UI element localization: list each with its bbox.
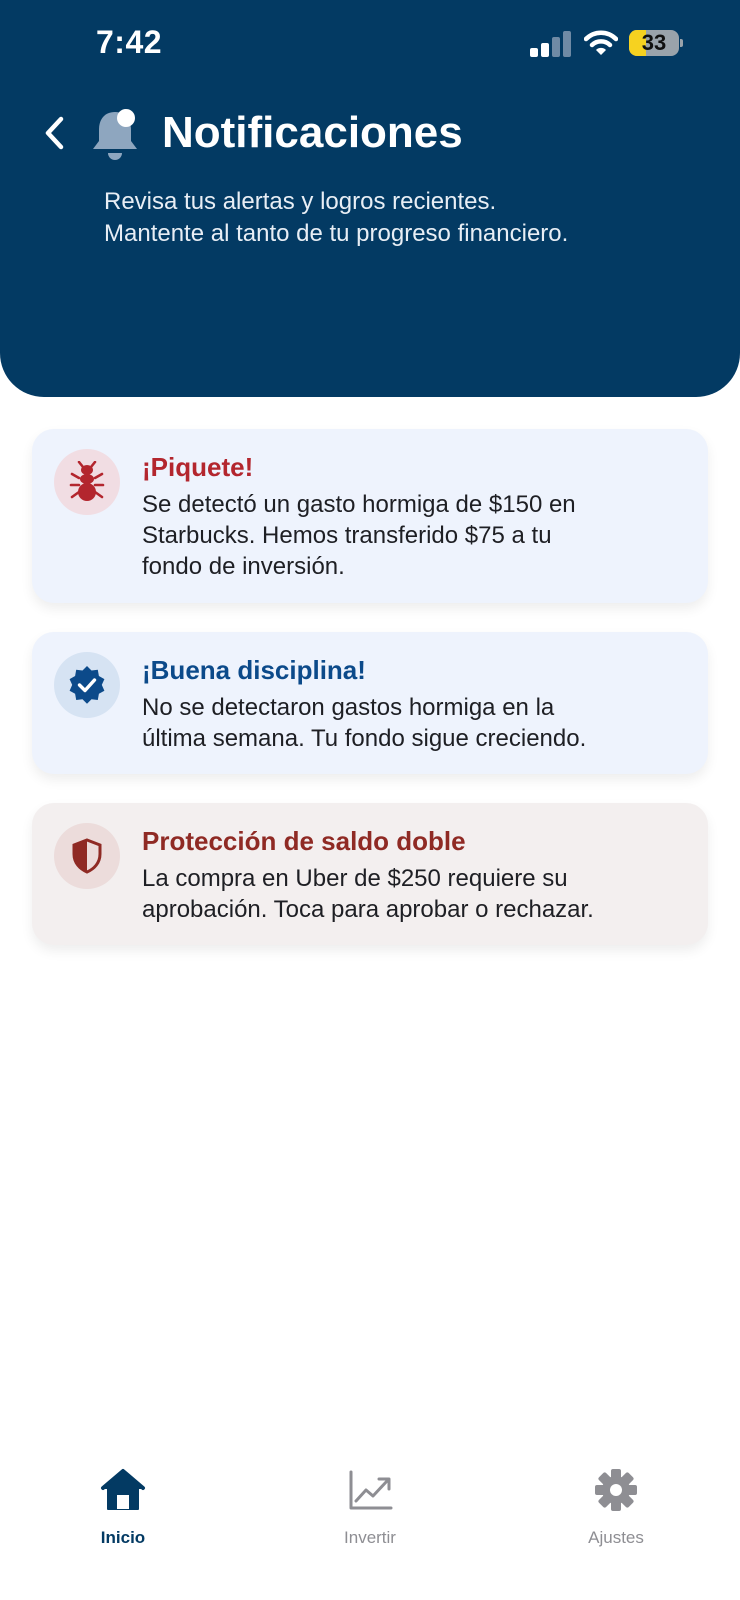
signal-bar: [552, 37, 560, 57]
chevron-left-icon: [43, 116, 65, 150]
battery-icon: [629, 30, 683, 56]
notification-body: [142, 863, 682, 925]
tab-invertir[interactable]: [305, 1468, 435, 1558]
subtitle-line: Mantente al tanto de tu progreso financiero.: [104, 220, 569, 247]
subtitle-line: Revisa tus alertas y logros recientes.: [104, 188, 497, 215]
notification-body: [142, 489, 682, 582]
body-line: Starbucks. Hemos transferido $75 a tu: [142, 522, 552, 549]
body-line: Se detectó un gasto hormiga de $150 en: [142, 491, 576, 518]
tab-label: Invertir: [344, 1528, 396, 1547]
battery-level: 33: [641, 30, 667, 55]
notification-badge: [117, 109, 135, 127]
success-icon-circle: [54, 652, 120, 718]
signal-bar: [530, 48, 538, 57]
tab-inicio[interactable]: [58, 1468, 188, 1558]
notification-title: ¡Buena disciplina!: [142, 655, 366, 685]
security-icon-circle: [54, 823, 120, 889]
wifi-icon: [584, 30, 618, 56]
tab-label: Ajustes: [588, 1528, 644, 1547]
notification-title: Protección de saldo doble: [142, 826, 466, 856]
bell-icon: [90, 106, 140, 162]
notification-title: ¡Piquete!: [142, 452, 254, 482]
notification-card-piquete[interactable]: [32, 429, 708, 603]
status-time: 7:42: [96, 24, 163, 60]
body-line: última semana. Tu fondo sigue creciendo.: [142, 725, 587, 752]
alert-icon-circle: [54, 449, 120, 515]
body-line: No se detectaron gastos hormiga en la: [142, 694, 555, 721]
page-title: Notificaciones: [162, 108, 463, 157]
body-line: La compra en Uber de $250 requiere su: [142, 865, 568, 892]
body-line: fondo de inversión.: [142, 553, 345, 580]
status-bar: [0, 0, 740, 90]
notification-card-proteccion-saldo[interactable]: [32, 803, 708, 945]
shield-icon: [72, 838, 102, 874]
notification-body: [142, 692, 682, 754]
notification-card-buena-disciplina[interactable]: [32, 632, 708, 774]
gear-icon: [593, 1468, 639, 1512]
cellular-signal-icon: [530, 31, 572, 57]
back-button[interactable]: [36, 110, 72, 156]
tab-label: Inicio: [100, 1528, 146, 1547]
page-subtitle: [104, 186, 704, 250]
header: [0, 0, 740, 397]
verified-badge-icon: [68, 666, 106, 704]
tab-bar: [0, 1440, 740, 1600]
tab-ajustes[interactable]: [551, 1468, 681, 1558]
home-icon: [100, 1468, 146, 1512]
body-line: aprobación. Toca para aprobar o rechazar.: [142, 896, 594, 923]
trend-chart-icon: [347, 1468, 393, 1512]
ant-icon: [69, 461, 105, 503]
signal-bar: [563, 31, 571, 57]
signal-bar: [541, 43, 549, 57]
